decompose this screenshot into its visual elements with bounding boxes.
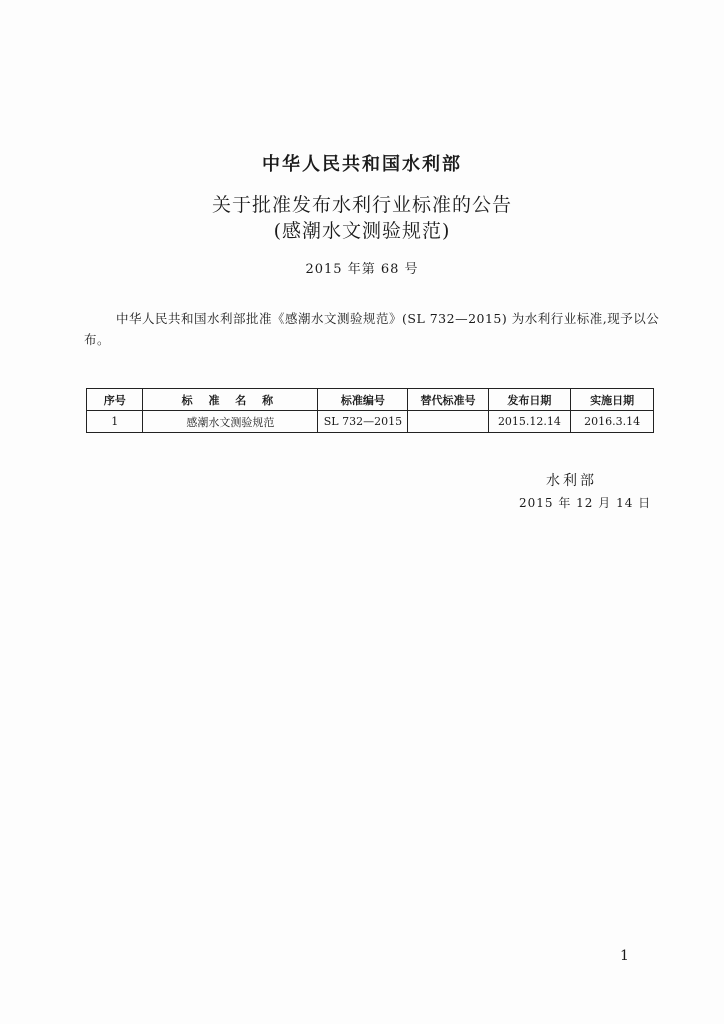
header-publish-date: 发布日期 [488,389,571,411]
table-row [87,411,654,433]
issuer-signature: 水利部 [546,473,597,489]
cell-seq: 1 [87,411,143,433]
cell-name: 感潮水文测验规范 [143,411,318,433]
body-paragraph: 中华人民共和国水利部批准《感潮水文测验规范》(SL 732—2015) 为水利行业标准,现予以公布。 [84,311,660,347]
cell-implement-date: 2016.3.14 [571,411,654,433]
ministry-heading: 中华人民共和国水利部 [262,154,462,175]
cell-code: SL 732—2015 [318,411,408,433]
header-seq: 序号 [87,389,143,411]
header-name: 标 准 名 称 [143,389,318,411]
standards-table [86,388,654,433]
announcement-title: 关于批准发布水利行业标准的公告 [211,194,512,216]
cell-replaced [408,411,488,433]
issue-date: 2015 年 12 月 14 日 [519,496,652,510]
table-header-row [87,389,654,411]
page-number: 1 [620,948,629,964]
announcement-subtitle: (感潮水文测验规范) [273,220,451,242]
header-replaced: 替代标准号 [408,389,488,411]
header-implement-date: 实施日期 [571,389,654,411]
document-number: 2015 年第 68 号 [305,262,419,277]
header-code: 标准编号 [318,389,408,411]
cell-publish-date: 2015.12.14 [488,411,571,433]
